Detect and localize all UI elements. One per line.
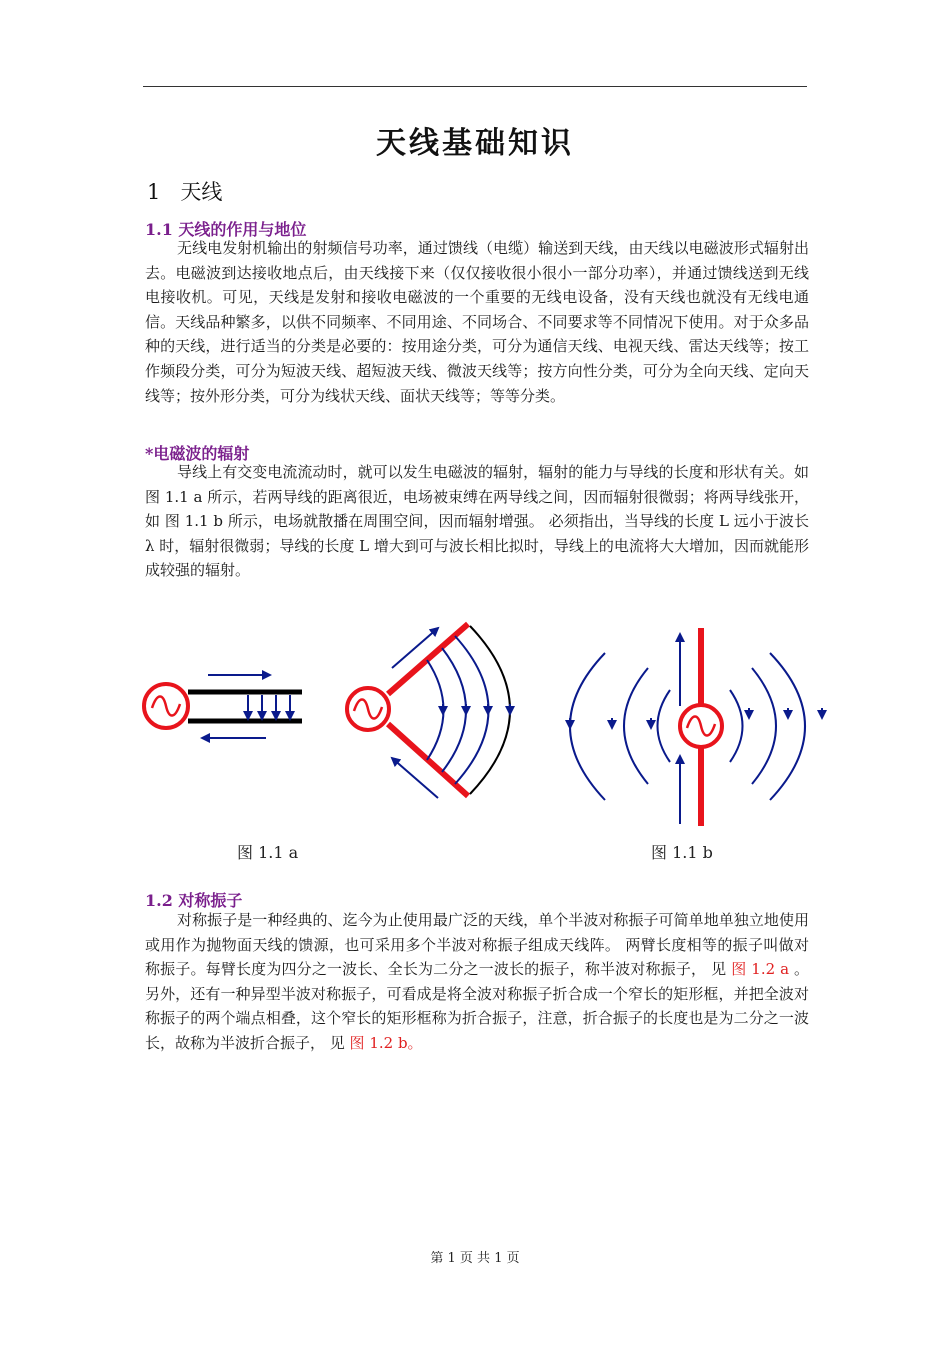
upper-current-arrow xyxy=(392,628,438,668)
field-line-left xyxy=(570,653,605,800)
section-1-1-paragraph xyxy=(145,236,809,408)
field-line xyxy=(442,648,466,772)
figure-1-2-b-reference[interactable]: 图 1.2 b。 xyxy=(349,1033,423,1052)
figure-1-1-b xyxy=(570,628,822,826)
section-1-2-text-1: 对称振子是一种经典的、迄今为止使用最广泛的天线，单个半波对称振子可简单地单独立地使用或用作为抛物面天线的馈源，也可采用多个半波对称振子组成天线阵。 两臂长度相等的振子叫做对称振子。每臂长度为四分之一波长、全长为二分之一波长的振子，称半波对称振子， 见 xyxy=(145,911,809,979)
field-line-left xyxy=(624,668,648,784)
field-line-right xyxy=(752,668,776,784)
antenna-radiation-figure xyxy=(130,608,830,828)
radiation-heading: *电磁波的辐射 xyxy=(145,444,250,463)
section-1-1-heading: 1.1 天线的作用与地位 xyxy=(145,220,307,239)
section-1-title: 天线 xyxy=(180,180,223,204)
section-1-2-paragraph xyxy=(145,908,809,1056)
page-title: 天线基础知识 xyxy=(376,126,574,161)
radiation-text: 导线上有交变电流流动时，就可以发生电磁波的辐射，辐射的能力与导线的长度和形状有关。如 图 1.1 a 所示，若两导线的距离很近，电场被束缚在两导线之间，因而辐射很微弱；将两导线张开，如 图 1.1 b 所示，电场就散播在周围空间，因而辐射增强。 必须指出，当导线的长度 L 远小于波长 λ 时，辐射很微弱；导线的长度 L 增大到可与波长相比拟时，导线上的电流将大大增加，因而就能形成较强的辐射。 xyxy=(145,463,809,580)
figure-1-1-a-opened xyxy=(347,624,510,798)
figure-1-1-b-caption: 图 1.1 b xyxy=(651,843,713,862)
section-1-2-text-2: 。另外，还有一种异型半波对称振子，可看成是将全波对称振子折合成一个窄长的矩形框，并把全波对称振子的两个端点相叠，这个窄长的矩形框称为折合振子，注意，折合振子的长度也是为二分之一波长，故称为半波折合振子， 见 xyxy=(145,960,809,1052)
header-rule xyxy=(143,86,807,87)
figure-1-2-a-reference[interactable]: 图 1.2 a xyxy=(731,960,790,979)
figure-1-1-a-caption: 图 1.1 a xyxy=(237,843,299,862)
field-line xyxy=(455,636,489,784)
page-footer: 第 1 页 共 1 页 xyxy=(430,1251,520,1266)
upper-opened-wire xyxy=(388,624,468,694)
field-line-outer xyxy=(470,626,510,794)
radiation-paragraph xyxy=(145,460,809,583)
field-line-right xyxy=(730,690,743,762)
field-line xyxy=(427,660,444,760)
section-1-2-heading: 1.2 对称振子 xyxy=(145,891,243,910)
section-1-heading xyxy=(147,176,222,206)
figure-1-1-a xyxy=(144,675,302,738)
section-1-number: 1 xyxy=(147,180,161,204)
field-line-left xyxy=(658,690,671,762)
section-1-1-text: 无线电发射机输出的射频信号功率，通过馈线（电缆）输送到天线，由天线以电磁波形式辐射出去。电磁波到达接收地点后，由天线接下来（仅仅接收很小很小一部分功率），并通过馈线送到无线电接收机。可见，天线是发射和接收电磁波的一个重要的无线电设备，没有天线也就没有无线电通信。天线品种繁多，以供不同频率、不同用途、不同场合、不同要求等不同情况下使用。对于众多品种的天线，进行适当的分类是必要的：按用途分类，可分为通信天线、电视天线、雷达天线等；按工作频段分类，可分为短波天线、超短波天线、微波天线等；按方向性分类，可分为全向天线、定向天线等；按外形分类，可分为线状天线、面状天线等；等等分类。 xyxy=(145,239,809,405)
